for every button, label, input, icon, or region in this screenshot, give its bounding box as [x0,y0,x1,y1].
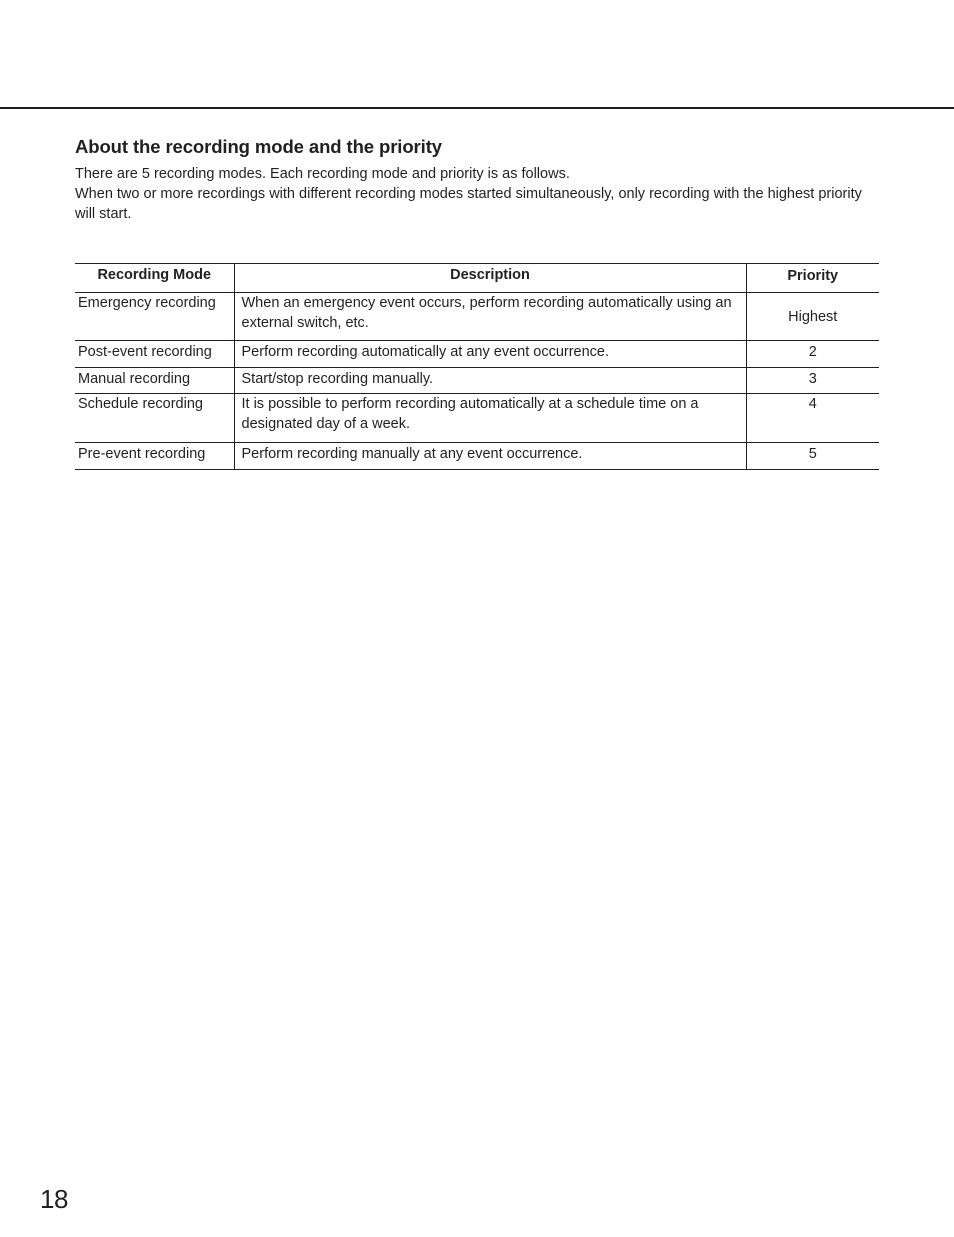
header-rule [0,107,954,109]
cell-priority: 5 [746,443,879,470]
cell-description: Perform recording manually at any event occurrence. [234,443,746,470]
recording-mode-table [75,263,879,470]
cell-description: When an emergency event occurs, perform recording automatically using an external switch, etc. [234,293,746,341]
cell-mode: Emergency recording [75,293,234,341]
cell-description: Start/stop recording manually. [234,368,746,394]
section-title: About the recording mode and the priority [75,136,442,157]
cell-mode: Manual recording [75,368,234,394]
cell-priority: Highest [746,293,879,341]
cell-mode: Schedule recording [75,394,234,443]
cell-mode: Pre-event recording [75,443,234,470]
table-row [75,293,879,341]
cell-description: It is possible to perform recording automatically at a schedule time on a designated day of a week. [234,394,746,443]
intro-text [75,164,885,224]
table-row [75,394,879,443]
intro-paragraph-2: When two or more recordings with different recording modes started simultaneously, only recording with the highest priority will start. [75,186,862,222]
page-number: 18 [40,1184,68,1214]
cell-priority: 2 [746,341,879,368]
header-description: Description [234,264,746,293]
intro-paragraph-1: There are 5 recording modes. Each recording mode and priority is as follows. [75,166,570,182]
cell-description: Perform recording automatically at any event occurrence. [234,341,746,368]
table-row [75,443,879,470]
cell-priority: 3 [746,368,879,394]
cell-priority: 4 [746,394,879,443]
cell-mode: Post-event recording [75,341,234,368]
header-recording-mode: Recording Mode [75,264,234,293]
table-row [75,341,879,368]
table-row [75,368,879,394]
header-priority: Priority [746,264,879,293]
table-header-row [75,264,879,293]
